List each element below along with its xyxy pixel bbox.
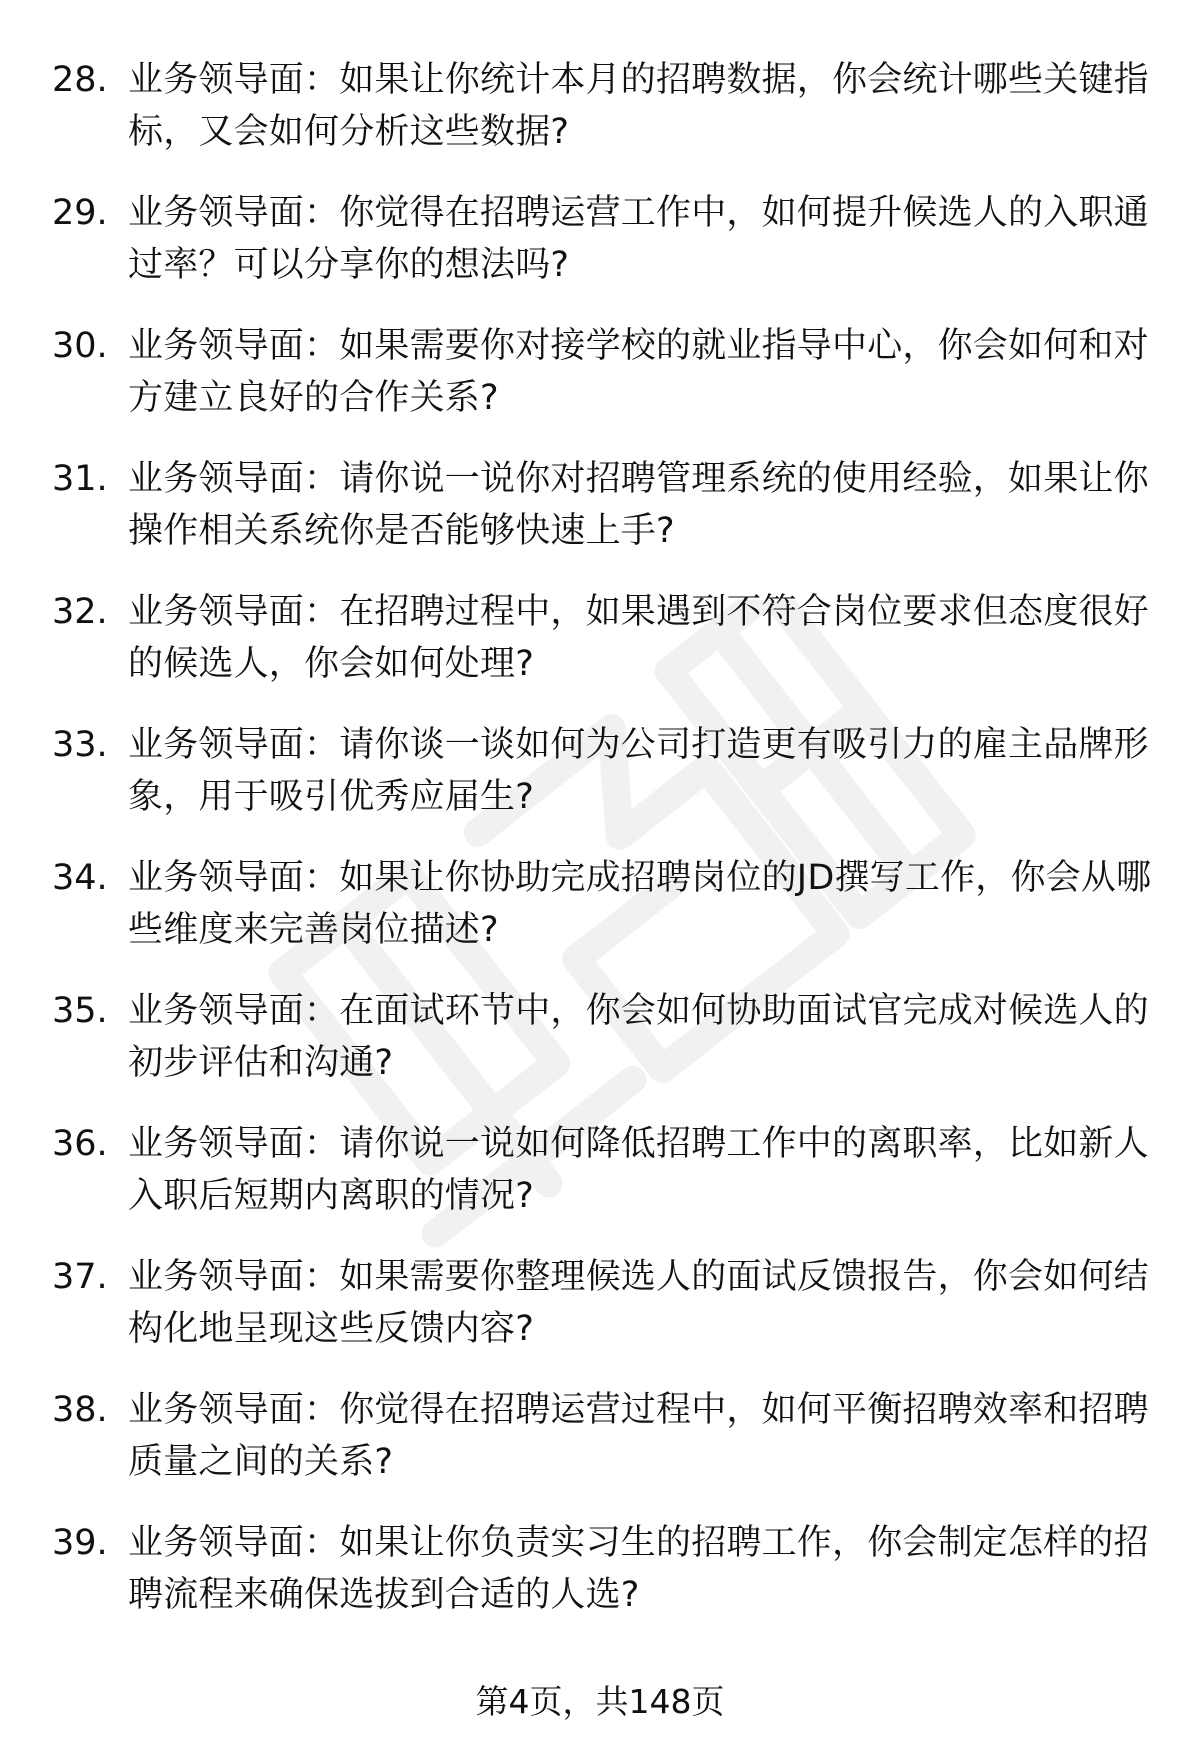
question-text: 业务领导面：你觉得在招聘运营过程中，如何平衡招聘效率和招聘质量之间的关系?: [128, 1390, 1149, 1482]
question-item: [52, 187, 1162, 320]
question-item: [52, 1517, 1162, 1650]
question-number: 39.: [52, 1523, 108, 1563]
question-number: 33.: [52, 725, 108, 765]
page-footer: [0, 1679, 1200, 1725]
question-number: 35.: [52, 991, 108, 1031]
question-list: [52, 54, 1162, 1650]
question-number: 31.: [52, 459, 108, 499]
question-item: [52, 985, 1162, 1118]
question-item: [52, 1251, 1162, 1384]
question-item: [52, 54, 1162, 187]
question-item: [52, 320, 1162, 453]
question-number: 37.: [52, 1257, 108, 1297]
question-item: [52, 1384, 1162, 1517]
question-text: 业务领导面：如果需要你整理候选人的面试反馈报告，你会如何结构化地呈现这些反馈内容?: [128, 1257, 1149, 1349]
question-text: 业务领导面：请你谈一谈如何为公司打造更有吸引力的雇主品牌形象，用于吸引优秀应届生?: [128, 725, 1149, 817]
question-number: 36.: [52, 1124, 108, 1164]
question-text: 业务领导面：请你说一说如何降低招聘工作中的离职率，比如新人入职后短期内离职的情况?: [128, 1124, 1149, 1216]
question-number: 32.: [52, 592, 108, 632]
question-text: 业务领导面：如果需要你对接学校的就业指导中心，你会如何和对方建立良好的合作关系?: [128, 326, 1149, 418]
question-number: 29.: [52, 193, 108, 233]
question-text: 业务领导面：请你说一说你对招聘管理系统的使用经验，如果让你操作相关系统你是否能够快速上手?: [128, 459, 1149, 551]
question-number: 34.: [52, 858, 108, 898]
page-number-label: 第4页，共148页: [475, 1682, 725, 1721]
question-number: 28.: [52, 60, 108, 100]
question-number: 30.: [52, 326, 108, 366]
question-number: 38.: [52, 1390, 108, 1430]
question-item: [52, 852, 1162, 985]
question-text: 业务领导面：在招聘过程中，如果遇到不符合岗位要求但态度很好的候选人，你会如何处理?: [128, 592, 1149, 684]
question-text: 业务领导面：如果让你统计本月的招聘数据，你会统计哪些关键指标，又会如何分析这些数据?: [128, 60, 1149, 152]
question-text: 业务领导面：如果让你协助完成招聘岗位的JD撰写工作，你会从哪些维度来完善岗位描述?: [128, 858, 1152, 950]
question-item: [52, 586, 1162, 719]
question-item: [52, 1118, 1162, 1251]
question-text: 业务领导面：如果让你负责实习生的招聘工作，你会制定怎样的招聘流程来确保选拔到合适的人选?: [128, 1523, 1149, 1615]
question-item: [52, 453, 1162, 586]
question-text: 业务领导面：在面试环节中，你会如何协助面试官完成对候选人的初步评估和沟通?: [128, 991, 1149, 1083]
question-text: 业务领导面：你觉得在招聘运营工作中，如何提升候选人的入职通过率？可以分享你的想法吗?: [128, 193, 1149, 285]
question-item: [52, 719, 1162, 852]
